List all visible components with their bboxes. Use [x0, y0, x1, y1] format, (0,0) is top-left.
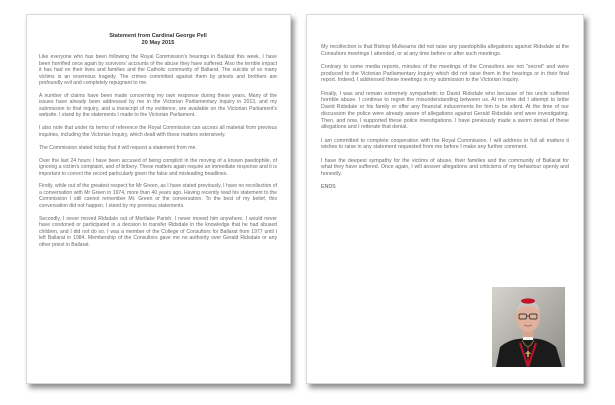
cross-vertical-shape — [527, 351, 529, 357]
cross-horizontal-shape — [526, 353, 531, 354]
paragraph: I am committed to complete cooperation with the Royal Commission. I will address in full all matters it wishes to raise in any statement requested from me before I make any further comment. — [321, 137, 569, 151]
paragraph: Secondly, I never moved Ridsdale out of Mortlake Parish. I never moved him anywhere. I would never have condoned or participated in a decision to transfer Ridsdale in the knowledge that he had abused children, and I did not do so. I was a member of the College of Consultors for Ballarat from 1977 until I left Ballarat in 1984. Membership of the Consultors gave me no authority over Gerald Ridsdale or any other priest in Ballarat. — [39, 215, 277, 248]
statement-title: Statement from Cardinal George Pell — [109, 33, 207, 39]
zucchetto-shape — [521, 298, 535, 303]
cardinal-portrait-photo — [492, 287, 565, 367]
paragraph: I also note that under its terms of reference the Royal Commission can access all material from previous inquiries, including the Victorian Inquiry, which dealt with these matters extensively. — [39, 125, 277, 138]
paragraph: I have the deepest sympathy for the victims of abuse, their families and the community of Ballarat for what they have suffered. Once again, I will answer allegations and criticisms of my behaviour openly and honestly. — [321, 157, 569, 177]
paragraph: Finally, I was and remain extremely sympathetic to David Ridsdale who because of his uncle suffered horrible abuse. I continue to regret the misunderstanding between us. At no time did I attempt to bribe David Ridsdale or his family or offer any financial inducements for him to be silent. At the time of our discussion the police were already aware of allegations against Gerald Ridsdale and were investigating. Then, and now, I supported these police investigations. I have previously made a sworn denial of these allegations and I reiterate that denial. — [321, 90, 569, 131]
portrait-image — [492, 287, 565, 367]
statement-page-2 — [306, 14, 584, 384]
ends-marker: ENDS — [321, 184, 336, 191]
paragraph: Like everyone who has been following the Royal Commission's hearings in Ballarat this week, I have been horrified once again by survivors' accounts of the abuse they have suffered. Also the terrible impact it has had on their lives and families and the Catholic community of Ballarat. The suicide of so many victims is an enormous tragedy. The crimes committed against them by priests and brothers are profoundly evil and completely repugnant to me. — [39, 54, 277, 86]
paragraph: The Commission stated today that it will request a statement from me. — [39, 144, 197, 151]
statement-page-1 — [26, 14, 291, 384]
paragraph: Over the last 24 hours I have been accused of being complicit in the moving of a known paedophile, of ignoring a victim's complaint, and of bribery. These matters again require an immediate response and it is important to correct the record particularly given the false and misleading headlines. — [39, 157, 277, 177]
paragraph: My recollection is that Bishop Mulkearns did not raise any paedophilia allegations against Ridsdale at the Consultors meetings I attended, or at any time before or after such meetings. — [321, 44, 569, 57]
paragraph: Firstly, while out of the greatest respect for Mr Green, as I have stated previously, I have no recollection of a conversation with Mr Green in 1974, more than 40 years ago. Having recently read his statement to the Commission I still cannot remember Mr. Green or the conversation. To the best of my belief, this conversation did not happen. I stand by my previous statements. — [39, 183, 277, 209]
statement-date: 20 May 2015 — [141, 40, 175, 46]
paragraph: A number of claims have been made concerning my own response during these years. Many of the issues have already been addressed by me in the Victorian Parliamentary Inquiry in 2013, and my submission to that inquiry, and a transcript of my evidence, are available on the Victorian Parliament's website. I stand by the statements I made to the Victorian Parliament. — [39, 92, 277, 119]
paragraph: Contrary to some media reports, minutes of the meetings of the Consultors are not "secret" and were produced to the Victorian Parliamentary Inquiry which did not raise them in the hearings or in their final report. Indeed, I addressed these meetings in my submission to the Victorian Inquiry. — [321, 64, 569, 84]
